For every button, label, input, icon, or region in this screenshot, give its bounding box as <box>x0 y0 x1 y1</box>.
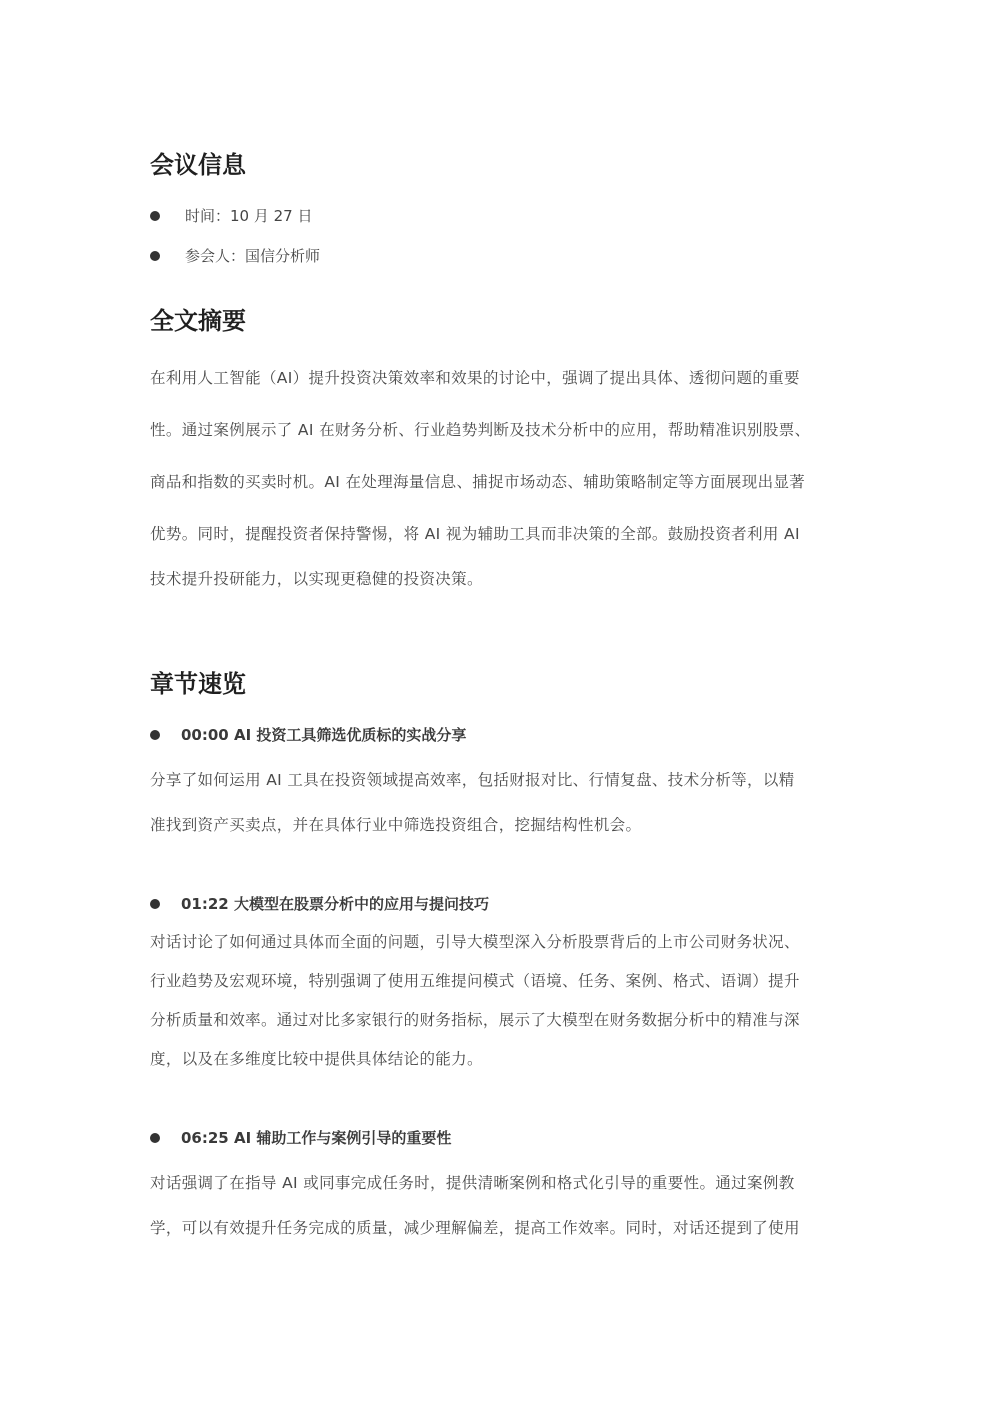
summary-line: 优势。同时，提醒投资者保持警惕，将 AI 视为辅助工具而非决策的全部。鼓励投资者利用 AI <box>150 525 800 543</box>
chapter-line: 学，可以有效提升任务完成的质量，减少理解偏差，提高工作效率。同时，对话还提到了使用 <box>150 1219 800 1237</box>
summary-line: 技术提升投研能力，以实现更稳健的投资决策。 <box>150 570 483 588</box>
meeting-info-heading: 会议信息 <box>150 151 246 179</box>
chapter-line: 对话强调了在指导 AI 或同事完成任务时，提供清晰案例和格式化引导的重要性。通过案例教 <box>150 1174 795 1192</box>
chapter-line: 准找到资产买卖点，并在具体行业中筛选投资组合，挖掘结构性机会。 <box>150 816 642 834</box>
chapter-line: 分享了如何运用 AI 工具在投资领域提高效率，包括财报对比、行情复盘、技术分析等，以精 <box>150 771 795 789</box>
chapter-line: 行业趋势及宏观环境，特别强调了使用五维提问模式（语境、任务、案例、格式、语调）提升 <box>150 972 800 990</box>
bullet-dot-icon <box>150 899 160 909</box>
chapter-line: 度，以及在多维度比较中提供具体结论的能力。 <box>150 1050 483 1068</box>
meeting-time-text: 时间：10 月 27 日 <box>185 207 313 225</box>
bullet-dot-icon <box>150 251 160 261</box>
chapter-heading-text: 00:00 AI 投资工具筛选优质标的实战分享 <box>181 726 467 744</box>
chapter-heading-text: 01:22 大模型在股票分析中的应用与提问技巧 <box>181 895 489 913</box>
meeting-attendees-text: 参会人：国信分析师 <box>185 247 321 265</box>
bullet-dot-icon <box>150 730 160 740</box>
summary-heading: 全文摘要 <box>150 307 246 335</box>
summary-line: 商品和指数的买卖时机。AI 在处理海量信息、捕捉市场动态、辅助策略制定等方面展现出显著 <box>150 473 806 491</box>
bullet-dot-icon <box>150 1133 160 1143</box>
summary-line: 性。通过案例展示了 AI 在财务分析、行业趋势判断及技术分析中的应用，帮助精准识别股票、 <box>150 421 811 439</box>
summary-line: 在利用人工智能（AI）提升投资决策效率和效果的讨论中，强调了提出具体、透彻问题的重要 <box>150 369 800 387</box>
chapter-line: 对话讨论了如何通过具体而全面的问题，引导大模型深入分析股票背后的上市公司财务状况、 <box>150 933 800 951</box>
bullet-dot-icon <box>150 211 160 221</box>
chapters-heading: 章节速览 <box>150 670 246 698</box>
chapter-line: 分析质量和效率。通过对比多家银行的财务指标，展示了大模型在财务数据分析中的精准与深 <box>150 1011 800 1029</box>
chapter-heading-text: 06:25 AI 辅助工作与案例引导的重要性 <box>181 1129 452 1147</box>
